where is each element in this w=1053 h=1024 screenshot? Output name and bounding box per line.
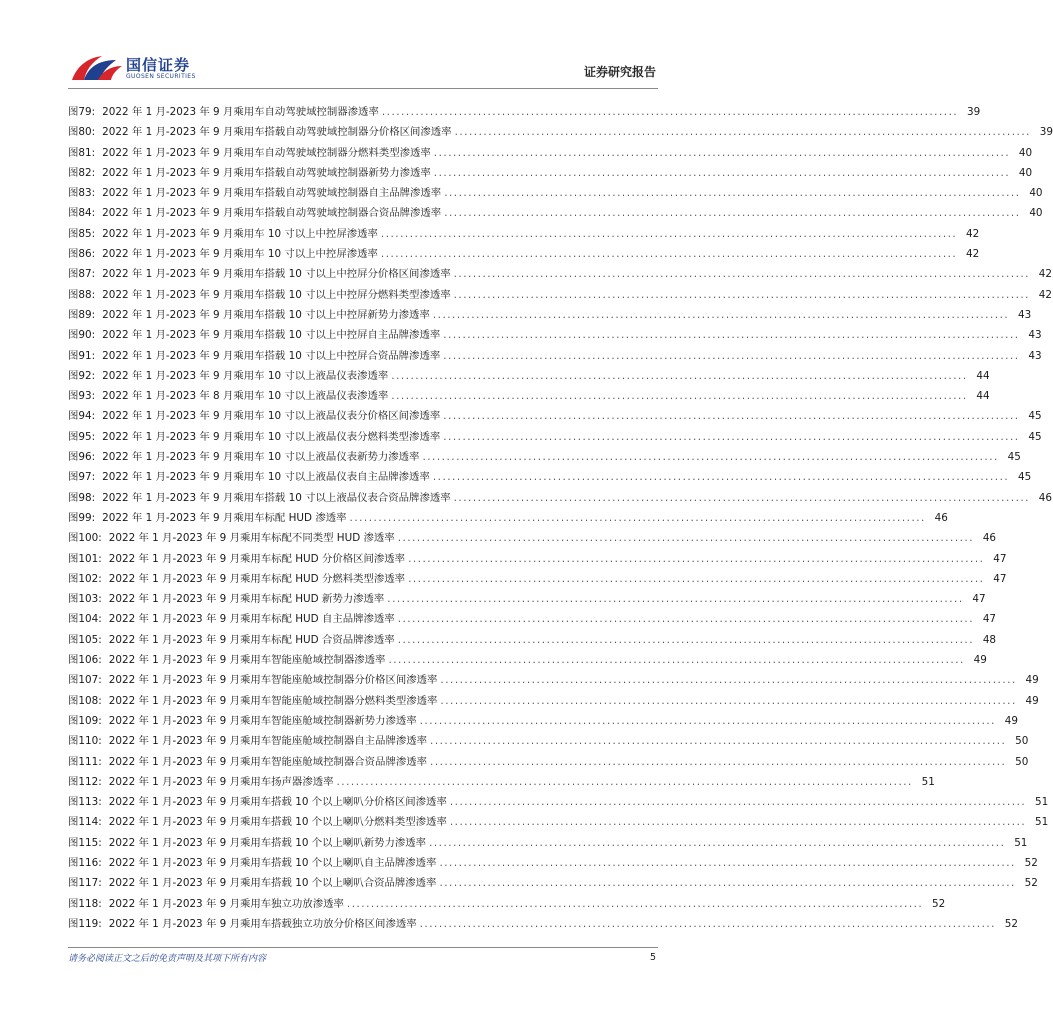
toc-figure-title: 2022 年 1 月-2023 年 9 月乘用车自动驾驶域控制器分燃料类型渗透率 (102, 146, 431, 159)
toc-page-number: 48 (982, 633, 997, 646)
toc-entry[interactable] (68, 427, 1042, 447)
toc-leader-dots: ........................................................................................................................ (346, 897, 924, 910)
toc-page-number: 52 (1004, 917, 1018, 930)
toc-figure-title: 2022 年 1 月-2023 年 9 月乘用车搭载自动驾驶域控制器分价格区间渗透率 (102, 126, 452, 139)
toc-figure-number: 图102: (68, 572, 102, 585)
toc-page-number: 49 (1025, 694, 1039, 707)
toc-figure-number: 图83: (68, 187, 96, 200)
toc-figure-number: 图84: (68, 207, 96, 220)
toc-figure-number: 图112: (68, 775, 102, 788)
toc-page-number: 43 (1028, 329, 1042, 342)
toc-page-number: 43 (1017, 308, 1032, 321)
toc-figure-number: 图80: (68, 126, 96, 139)
toc-figure-number: 图87: (68, 268, 96, 281)
toc-entry[interactable] (68, 488, 1052, 508)
toc-page-number: 52 (932, 897, 946, 910)
toc-figure-title: 2022 年 1 月-2023 年 9 月乘用车搭载 10 寸以上中控屏分燃料类型渗透率 (102, 288, 451, 301)
toc-leader-dots: ........................................................................................................................ (432, 471, 1010, 484)
toc-leader-dots: ........................................................................................................................ (422, 451, 999, 464)
toc-figure-title: 2022 年 1 月-2023 年 9 月乘用车 10 寸以上液晶仪表分价格区间渗透率 (102, 410, 441, 423)
toc-figure-number: 图85: (68, 227, 96, 240)
toc-leader-dots: ........................................................................................................................ (453, 288, 1030, 301)
toc-figure-title: 2022 年 1 月-2023 年 9 月乘用车搭载独立功放分价格区间渗透率 (108, 917, 417, 930)
toc-leader-dots: ........................................................................................................................ (419, 714, 996, 727)
toc-leader-dots: ........................................................................................................................ (439, 856, 1016, 869)
toc-figure-title: 2022 年 1 月-2023 年 9 月乘用车标配 HUD 自主品牌渗透率 (108, 613, 395, 626)
toc-page-number: 42 (966, 227, 980, 240)
toc-leader-dots: ........................................................................................................................ (391, 390, 968, 403)
toc-figure-number: 图109: (68, 714, 102, 727)
toc-leader-dots: ........................................................................................................................ (349, 511, 926, 524)
toc-page-number: 40 (1018, 166, 1033, 179)
toc-figure-title: 2022 年 1 月-2023 年 9 月乘用车 10 寸以上中控屏渗透率 (102, 227, 378, 240)
toc-page-number: 45 (1028, 430, 1042, 443)
toc-leader-dots: ........................................................................................................................ (443, 410, 1020, 423)
toc-page-number: 51 (1014, 836, 1028, 849)
toc-figure-title: 2022 年 1 月-2023 年 9 月乘用车智能座舱域控制器合资品牌渗透率 (108, 755, 428, 768)
toc-figure-title: 2022 年 1 月-2023 年 9 月乘用车搭载自动驾驶域控制器合资品牌渗透率 (102, 207, 442, 220)
toc-entry[interactable] (68, 812, 1049, 832)
toc-leader-dots: ........................................................................................................................ (408, 552, 985, 565)
toc-figure-title: 2022 年 1 月-2023 年 9 月乘用车标配 HUD 分价格区间渗透率 (108, 552, 406, 565)
toc-page-number: 45 (1028, 410, 1042, 423)
toc-figure-title: 2022 年 1 月-2023 年 9 月乘用车 10 寸以上中控屏渗透率 (102, 248, 378, 261)
toc-page-number: 46 (982, 532, 997, 545)
toc-figure-title: 2022 年 1 月-2023 年 9 月乘用车搭载 10 个以上喇叭新势力渗透率 (108, 836, 427, 849)
toc-figure-number: 图115: (68, 836, 102, 849)
toc-figure-title: 2022 年 1 月-2023 年 9 月乘用车标配 HUD 分燃料类型渗透率 (108, 572, 406, 585)
toc-figure-number: 图100: (68, 532, 102, 545)
toc-figure-title: 2022 年 1 月-2023 年 9 月乘用车智能座舱域控制器分价格区间渗透率 (108, 674, 438, 687)
toc-leader-dots: ........................................................................................................................ (391, 369, 968, 382)
toc-leader-dots: ........................................................................................................................ (336, 775, 913, 788)
toc-figure-title: 2022 年 1 月-2023 年 9 月乘用车搭载 10 个以上喇叭合资品牌渗透率 (108, 877, 437, 890)
toc-figure-number: 图91: (68, 349, 96, 362)
toc-figure-number: 图118: (68, 897, 102, 910)
toc-leader-dots: ........................................................................................................................ (453, 491, 1030, 504)
toc-figure-number: 图90: (68, 329, 96, 342)
toc-entry[interactable] (68, 549, 1007, 569)
toc-figure-number: 图95: (68, 430, 96, 443)
brand-name-cn: 国信证券 (126, 56, 191, 74)
toc-entry[interactable] (68, 873, 1038, 893)
toc-leader-dots: ........................................................................................................................ (397, 613, 975, 626)
toc-entry[interactable] (68, 569, 1007, 589)
toc-leader-dots: ........................................................................................................................ (444, 207, 1021, 220)
toc-leader-dots: ........................................................................................................................ (449, 816, 1027, 829)
toc-leader-dots: ........................................................................................................................ (430, 735, 1007, 748)
table-of-figures (68, 102, 1053, 934)
toc-entry[interactable] (68, 772, 935, 792)
toc-figure-title: 2022 年 1 月-2023 年 9 月乘用车搭载 10 个以上喇叭分燃料类型渗透率 (108, 816, 447, 829)
toc-page-number: 49 (1025, 674, 1039, 687)
toc-page-number: 39 (966, 106, 981, 118)
toc-figure-number: 图103: (68, 593, 102, 606)
toc-figure-number: 图96: (68, 451, 96, 464)
toc-figure-title: 2022 年 1 月-2023 年 9 月乘用车搭载 10 个以上喇叭分价格区间渗透率 (108, 796, 447, 809)
toc-page-number: 42 (1038, 288, 1052, 301)
toc-leader-dots: ........................................................................................................................ (433, 146, 1011, 159)
toc-figure-number: 图110: (68, 735, 102, 748)
toc-page-number: 44 (976, 369, 990, 382)
toc-figure-number: 图101: (68, 552, 102, 565)
toc-entry[interactable] (68, 833, 1028, 853)
toc-page-number: 45 (1007, 451, 1021, 464)
toc-entry[interactable] (68, 122, 1053, 142)
toc-entry[interactable] (68, 650, 987, 670)
toc-entry[interactable] (68, 386, 990, 406)
toc-figure-number: 图98: (68, 491, 96, 504)
toc-entry[interactable] (68, 346, 1042, 366)
toc-entry[interactable] (68, 143, 1033, 163)
toc-leader-dots: ........................................................................................................................ (454, 126, 1031, 139)
toc-entry[interactable] (68, 609, 997, 629)
toc-figure-number: 图79: (68, 106, 96, 118)
toc-figure-title: 2022 年 1 月-2023 年 9 月乘用车搭载 10 寸以上中控屏自主品牌渗透率 (102, 329, 441, 342)
toc-entry[interactable] (68, 163, 1033, 183)
toc-page-number: 39 (1039, 126, 1053, 139)
toc-entry[interactable] (68, 528, 997, 548)
toc-page-number: 42 (1038, 268, 1052, 281)
toc-figure-number: 图111: (68, 755, 102, 768)
toc-leader-dots: ........................................................................................................................ (380, 227, 958, 240)
toc-figure-title: 2022 年 1 月-2023 年 9 月乘用车自动驾驶域控制器渗透率 (102, 106, 379, 118)
toc-figure-number: 图81: (68, 146, 96, 159)
toc-entry[interactable] (68, 691, 1039, 711)
toc-figure-title: 2022 年 1 月-2023 年 9 月乘用车标配 HUD 合资品牌渗透率 (108, 633, 395, 646)
toc-figure-title: 2022 年 1 月-2023 年 9 月乘用车 10 寸以上液晶仪表自主品牌渗透率 (102, 471, 430, 484)
toc-leader-dots: ........................................................................................................................ (419, 917, 996, 930)
toc-entry[interactable] (68, 792, 1049, 812)
toc-entry[interactable] (68, 467, 1032, 487)
toc-figure-number: 图92: (68, 369, 96, 382)
toc-figure-title: 2022 年 1 月-2023 年 9 月乘用车搭载自动驾驶域控制器自主品牌渗透率 (102, 187, 442, 200)
toc-figure-title: 2022 年 1 月-2023 年 9 月乘用车扬声器渗透率 (108, 775, 334, 788)
toc-figure-number: 图93: (68, 390, 96, 403)
toc-figure-number: 图89: (68, 308, 96, 321)
toc-figure-number: 图99: (68, 511, 96, 524)
toc-entry[interactable] (68, 183, 1043, 203)
toc-page-number: 50 (1015, 755, 1029, 768)
toc-entry[interactable] (68, 711, 1018, 731)
toc-leader-dots: ........................................................................................................................ (397, 633, 975, 646)
toc-page-number: 51 (1034, 796, 1049, 809)
toc-figure-number: 图119: (68, 917, 102, 930)
report-type-label: 证券研究报告 (583, 65, 656, 79)
toc-figure-title: 2022 年 1 月-2023 年 9 月乘用车 10 寸以上液晶仪表新势力渗透率 (102, 451, 420, 464)
toc-entry[interactable] (68, 264, 1052, 284)
toc-figure-number: 图117: (68, 877, 102, 890)
page-number: 5 (649, 952, 656, 963)
toc-page-number: 44 (976, 390, 990, 403)
toc-figure-number: 图88: (68, 288, 96, 301)
toc-leader-dots: ........................................................................................................................ (397, 532, 975, 545)
footer-disclaimer: 请务必阅读正文之后的免责声明及其项下所有内容 (68, 954, 267, 964)
toc-entry[interactable] (68, 447, 1021, 467)
toc-figure-number: 图97: (68, 471, 96, 484)
toc-figure-number: 图113: (68, 796, 102, 809)
toc-entry[interactable] (68, 752, 1029, 772)
toc-figure-title: 2022 年 1 月-2023 年 9 月乘用车搭载 10 个以上喇叭自主品牌渗透率 (108, 856, 437, 869)
toc-entry[interactable] (68, 731, 1029, 751)
toc-figure-title: 2022 年 1 月-2023 年 9 月乘用车搭载自动驾驶域控制器新势力渗透率 (102, 166, 431, 179)
toc-leader-dots: ........................................................................................................................ (432, 308, 1010, 321)
toc-page-number: 52 (1024, 856, 1038, 869)
toc-entry[interactable] (68, 894, 946, 914)
toc-figure-number: 图116: (68, 856, 102, 869)
toc-figure-title: 2022 年 1 月-2023 年 9 月乘用车标配 HUD 渗透率 (102, 511, 347, 524)
header-divider (68, 88, 658, 89)
toc-figure-title: 2022 年 1 月-2023 年 8 月乘用车 10 寸以上液晶仪表渗透率 (102, 390, 389, 403)
toc-leader-dots: ........................................................................................................................ (439, 877, 1016, 890)
toc-page-number: 47 (993, 572, 1007, 585)
toc-entry[interactable] (68, 224, 980, 244)
toc-figure-title: 2022 年 1 月-2023 年 9 月乘用车智能座舱域控制器分燃料类型渗透率 (108, 694, 438, 707)
toc-leader-dots: ........................................................................................................................ (380, 248, 958, 261)
toc-leader-dots: ........................................................................................................................ (381, 106, 959, 118)
toc-figure-title: 2022 年 1 月-2023 年 9 月乘用车搭载 10 寸以上液晶仪表合资品牌渗透率 (102, 491, 451, 504)
toc-leader-dots: ........................................................................................................................ (443, 430, 1020, 443)
page-header (68, 50, 658, 90)
toc-figure-title: 2022 年 1 月-2023 年 9 月乘用车标配不同类型 HUD 渗透率 (108, 532, 395, 545)
toc-page-number: 40 (1029, 187, 1043, 200)
toc-figure-title: 2022 年 1 月-2023 年 9 月乘用车 10 寸以上液晶仪表渗透率 (102, 369, 389, 382)
toc-figure-title: 2022 年 1 月-2023 年 9 月乘用车智能座舱域控制器自主品牌渗透率 (108, 735, 428, 748)
toc-page-number: 52 (1024, 877, 1038, 890)
toc-figure-title: 2022 年 1 月-2023 年 9 月乘用车标配 HUD 新势力渗透率 (108, 593, 385, 606)
toc-entry[interactable] (68, 325, 1042, 345)
toc-entry[interactable] (68, 914, 1018, 934)
toc-page-number: 46 (934, 511, 948, 524)
toc-entry[interactable] (68, 285, 1052, 305)
toc-leader-dots: ........................................................................................................................ (408, 572, 985, 585)
toc-leader-dots: ........................................................................................................................ (430, 755, 1007, 768)
toc-page-number: 47 (972, 593, 986, 606)
toc-leader-dots: ........................................................................................................................ (449, 796, 1027, 809)
toc-leader-dots: ........................................................................................................................ (443, 329, 1020, 342)
toc-entry[interactable] (68, 203, 1043, 223)
toc-page-number: 45 (1017, 471, 1032, 484)
toc-page-number: 42 (966, 248, 980, 261)
toc-entry[interactable] (68, 305, 1032, 325)
toc-leader-dots: ........................................................................................................................ (443, 349, 1020, 362)
toc-figure-number: 图105: (68, 633, 102, 646)
toc-page-number: 49 (973, 654, 987, 667)
toc-figure-number: 图107: (68, 674, 102, 687)
toc-figure-title: 2022 年 1 月-2023 年 9 月乘用车搭载 10 寸以上中控屏合资品牌渗透率 (102, 349, 441, 362)
toc-figure-number: 图106: (68, 654, 102, 667)
guosen-logo-icon (68, 50, 124, 84)
toc-figure-number: 图94: (68, 410, 96, 423)
toc-figure-title: 2022 年 1 月-2023 年 9 月乘用车智能座舱域控制器新势力渗透率 (108, 714, 417, 727)
toc-page-number: 51 (1034, 816, 1049, 829)
toc-figure-number: 图104: (68, 613, 102, 626)
toc-entry[interactable] (68, 244, 980, 264)
toc-page-number: 50 (1015, 735, 1029, 748)
footer-divider (68, 947, 658, 948)
toc-entry[interactable] (68, 406, 1042, 426)
toc-figure-title: 2022 年 1 月-2023 年 9 月乘用车搭载 10 寸以上中控屏新势力渗透率 (102, 308, 430, 321)
toc-page-number: 46 (1038, 491, 1052, 504)
toc-leader-dots: ........................................................................................................................ (444, 187, 1021, 200)
toc-figure-number: 图86: (68, 248, 96, 261)
toc-entry[interactable] (68, 853, 1038, 873)
toc-entry[interactable] (68, 630, 997, 650)
toc-figure-title: 2022 年 1 月-2023 年 9 月乘用车 10 寸以上液晶仪表分燃料类型渗透率 (102, 430, 441, 443)
toc-figure-title: 2022 年 1 月-2023 年 9 月乘用车搭载 10 寸以上中控屏分价格区间渗透率 (102, 268, 451, 281)
toc-entry[interactable] (68, 508, 948, 528)
toc-entry[interactable] (68, 366, 990, 386)
toc-entry[interactable] (68, 102, 981, 122)
toc-entry[interactable] (68, 589, 986, 609)
toc-figure-number: 图114: (68, 816, 102, 829)
toc-page-number: 40 (1029, 207, 1043, 220)
toc-page-number: 49 (1004, 714, 1018, 727)
toc-figure-number: 图108: (68, 694, 102, 707)
toc-page-number: 51 (921, 775, 935, 788)
toc-leader-dots: ........................................................................................................................ (440, 694, 1017, 707)
toc-leader-dots: ........................................................................................................................ (429, 836, 1006, 849)
toc-figure-number: 图82: (68, 166, 96, 179)
toc-leader-dots: ........................................................................................................................ (388, 654, 965, 667)
toc-figure-title: 2022 年 1 月-2023 年 9 月乘用车智能座舱域控制器渗透率 (108, 654, 386, 667)
brand-name-en: GUOSEN SECURITIES (126, 73, 196, 80)
toc-page-number: 43 (1028, 349, 1042, 362)
toc-leader-dots: ........................................................................................................................ (387, 593, 964, 606)
toc-leader-dots: ........................................................................................................................ (433, 166, 1011, 179)
toc-leader-dots: ........................................................................................................................ (453, 268, 1030, 281)
toc-page-number: 40 (1018, 146, 1033, 159)
toc-entry[interactable] (68, 670, 1039, 690)
toc-figure-title: 2022 年 1 月-2023 年 9 月乘用车独立功放渗透率 (108, 897, 344, 910)
toc-leader-dots: ........................................................................................................................ (440, 674, 1017, 687)
toc-page-number: 47 (993, 552, 1007, 565)
toc-page-number: 47 (982, 613, 997, 626)
